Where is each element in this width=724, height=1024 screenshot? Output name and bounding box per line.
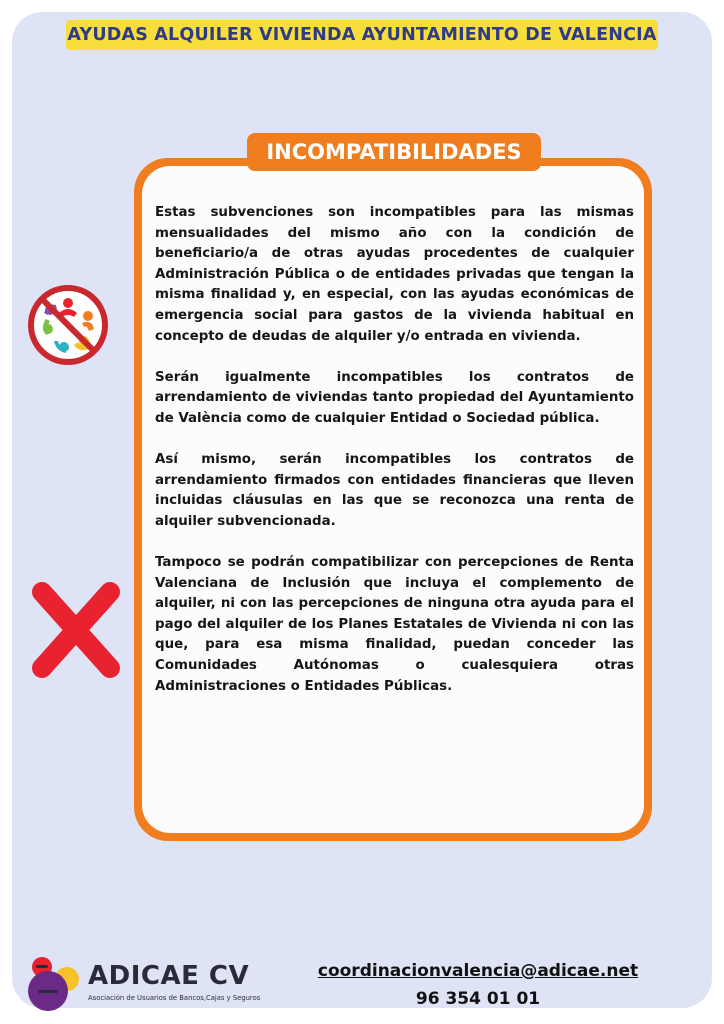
section-title-label: INCOMPATIBILIDADES	[266, 140, 522, 164]
paragraph-1: Estas subvenciones son incompatibles para las mismas mensualidades del mismo año con la condición de beneficiario/a de otras ayudas procedentes de cualquier Administración Pública o de entidades privadas que tengan la misma finalidad y, en especial, con las ayudas económicas de emergencia social para gastos de la vivienda habitual en concepto de deudas de alquiler y/o entrada en vivienda.	[155, 205, 634, 344]
section-title	[247, 133, 541, 171]
logo-name: ADICAE CV	[88, 961, 250, 991]
content-text	[155, 203, 634, 718]
logo-subtitle: Asociación de Usuarios de Bancos,Cajas y Seguros	[88, 994, 261, 1002]
header-banner	[66, 20, 658, 50]
paragraph-4: Tampoco se podrán compatibilizar con percepciones de Renta Valenciana de Inclusión que incluya el complemento de alquiler, ni con las percepciones de ninguna otra ayuda para el pago del alquiler de los Planes Estatales de Vivienda ni con las que, para esa misma finalidad, puedan conceder las Comunidades Autónomas o cualesquiera otras Administraciones o Entidades Públicas.	[155, 555, 634, 694]
red-x-icon	[28, 578, 124, 682]
paragraph-3: Así mismo, serán incompatibles los contratos de arrendamiento firmados con entidades financieras que lleven incluidas cláusulas en las que se reconozca una renta de alquiler subvencionada.	[155, 452, 634, 529]
no-people-icon	[26, 283, 110, 367]
contact-block	[300, 958, 656, 1012]
contact-email-link[interactable]: coordinacionvalencia@adicae.net	[317, 961, 639, 981]
adicae-logo	[22, 951, 261, 1015]
adicae-logo-icon	[22, 951, 84, 1015]
paragraph-2: Serán igualmente incompatibles los contratos de arrendamiento de viviendas tanto propiedad del Ayuntamiento de València como de cualquier Entidad o Sociedad pública.	[155, 369, 634, 426]
header-title: AYUDAS ALQUILER VIVIENDA AYUNTAMIENTO DE VALENCIA	[67, 25, 657, 45]
contact-phone: 96 354 01 01	[415, 989, 541, 1009]
